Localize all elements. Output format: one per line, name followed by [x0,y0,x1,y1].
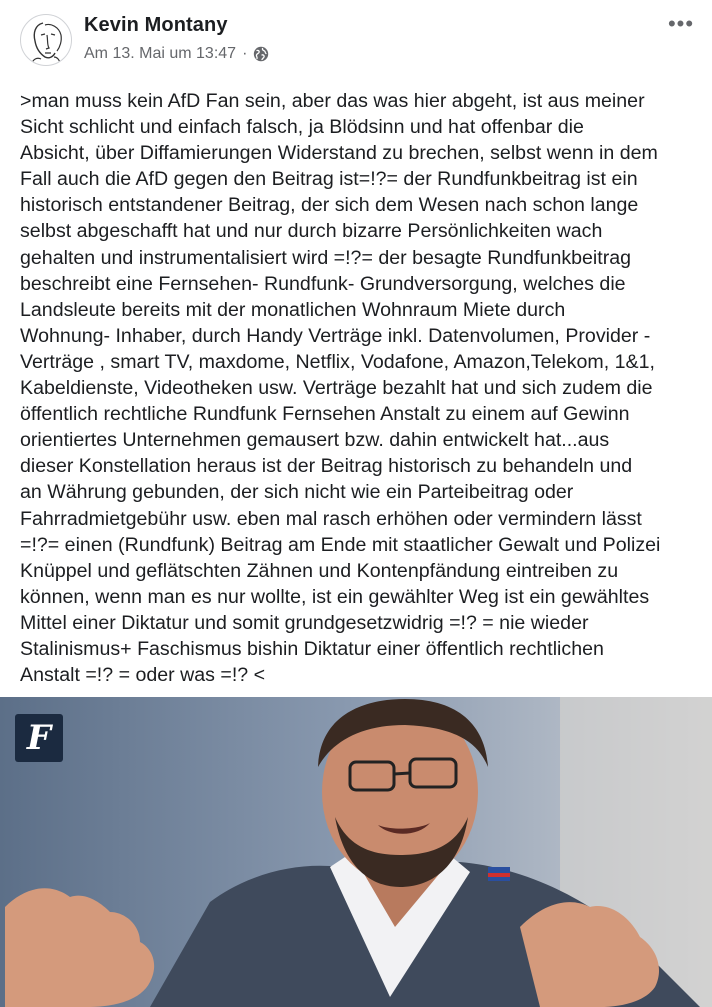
faz-logo: F [15,714,63,762]
sketch-face-icon [21,15,72,66]
ellipsis-icon: ••• [667,11,695,36]
globe-icon[interactable] [253,46,269,62]
post-timestamp[interactable]: Am 13. Mai um 13:47 [84,45,237,62]
politician-photo [0,697,712,1007]
author-name[interactable]: Kevin Montany [84,14,228,36]
post-text: >man muss kein AfD Fan sein, aber das was hier abgeht, ist aus meiner Sicht schlicht und einfach falsch, ja Blödsinn und hat offenbar die Absicht, über Diffamierungen Widerstand zu brechen, selbst wenn in dem Fall auch die AfD gegen den Beitrag ist=!?= der Rundfunkbeitrag ist ein historisch entstandener Beitrag, der sich dem Wesen nach schon lange selbst abgeschafft hat und nur durch bizarre Persönlichkeiten wach gehalten und instrumentalisiert wird =!?= der besagte Rundfunkbeitrag beschreibt eine Fernsehen- Rundfunk- Grundversorgung, welches die Landsleute bereits mit der monatlichen Wohnraum Miete durch Wohnung- Inhaber, durch Handy Verträge inkl. Datenvolumen, Provider - Verträge , smart TV, maxdome, Netflix, Vodafone, Amazon,Telekom, 1&1, Kabeldienste, Videotheken usw. Verträge bezahlt hat und sich zudem die öffentlich rechtliche Rundfunk Fernsehen Anstalt zu einem auf Gewinn orientiertes Unternehmen gemausert bzw. dahin entwickelt hat...aus dieser Konstellation heraus ist der Beitrag historisch zu behandeln und an Währung gebunden, der sich nicht wie ein Parteibeitrag oder Fahrradmietgebühr usw. eben mal rasch erhöhen oder vermindern lässt =!?= einen (Rundfunk) Beitrag am Ende mit staatlicher Gewalt und Polizei Knüppel und geflätschten Zähnen und Kontenpfändung eintreiben zu können, wenn man es nur wollte, ist ein gewählter Weg ist ein gewähltes Mittel einer Diktatur und somit grundgesetzwidrig =!? = nie wieder Stalinismus+ Faschismus bishin Diktatur einer öffentlich rechtlichen Anstalt =!? = oder was =!? < [20,90,661,687]
post-meta [84,44,269,64]
post-header [0,0,712,80]
more-options-button[interactable] [666,12,696,36]
post-photo[interactable] [0,697,712,1007]
avatar[interactable] [20,14,72,66]
meta-separator: · [242,45,248,62]
